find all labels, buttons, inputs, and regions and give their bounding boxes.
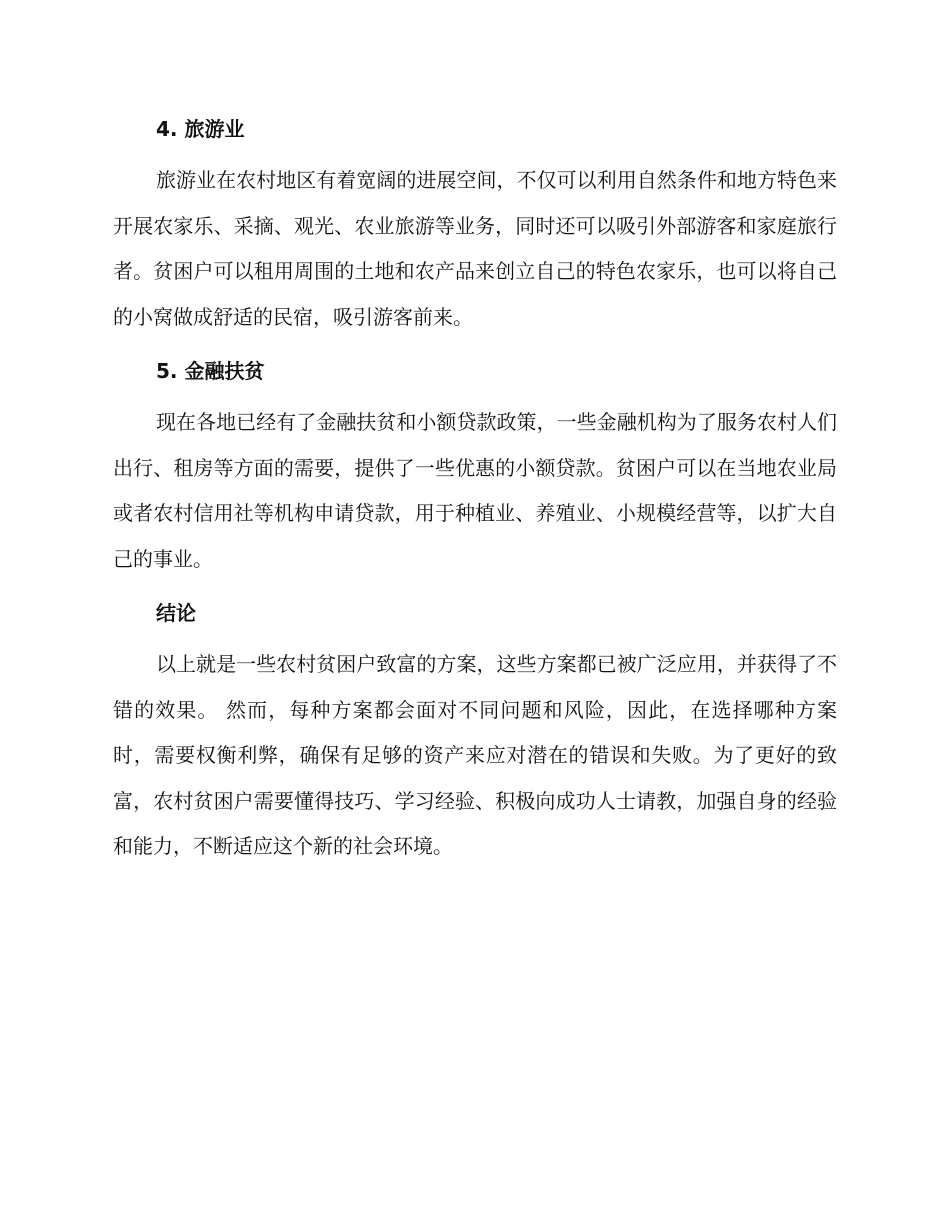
section-paragraph-tourism: 旅游业在农村地区有着宽阔的进展空间，不仅可以利用自然条件和地方特色来开展农家乐、采摘、观光、农业旅游等业务，同时还可以吸引外部游客和家庭旅行者。贫困户可以租用周围的土地和农产品来创立自己的特色农家乐，也可以将自己的小窝做成舒适的民宿，吸引游客前来。 — [113, 168, 837, 329]
section-heading-financial-aid: 5. 金融扶贫 — [156, 359, 265, 383]
section-paragraph-financial-aid: 现在各地已经有了金融扶贫和小额贷款政策，一些金融机构为了服务农村人们出行、租房等方面的需要，提供了一些优惠的小额贷款。贫困户可以在当地农业局或者农村信用社等机构申请贷款，用于种植业、养殖业、小规模经营等，以扩大自己的事业。 — [113, 410, 837, 571]
section-heading-conclusion: 结论 — [156, 601, 196, 625]
section-heading-tourism: 4. 旅游业 — [156, 117, 245, 141]
document-body — [113, 112, 837, 884]
section-paragraph-conclusion: 以上就是一些农村贫困户致富的方案，这些方案都已被广泛应用，并获得了不错的效果。 然而，每种方案都会面对不同问题和风险，因此，在选择哪种方案时，需要权衡利弊，确保有足够的资产来应对潜在的错误和失败。为了更好的致富，农村贫困户需要懂得技巧、学习经验、积极向成功人士请教，加强自身的经验和能力，不断适应这个新的社会环境。 — [113, 652, 837, 858]
